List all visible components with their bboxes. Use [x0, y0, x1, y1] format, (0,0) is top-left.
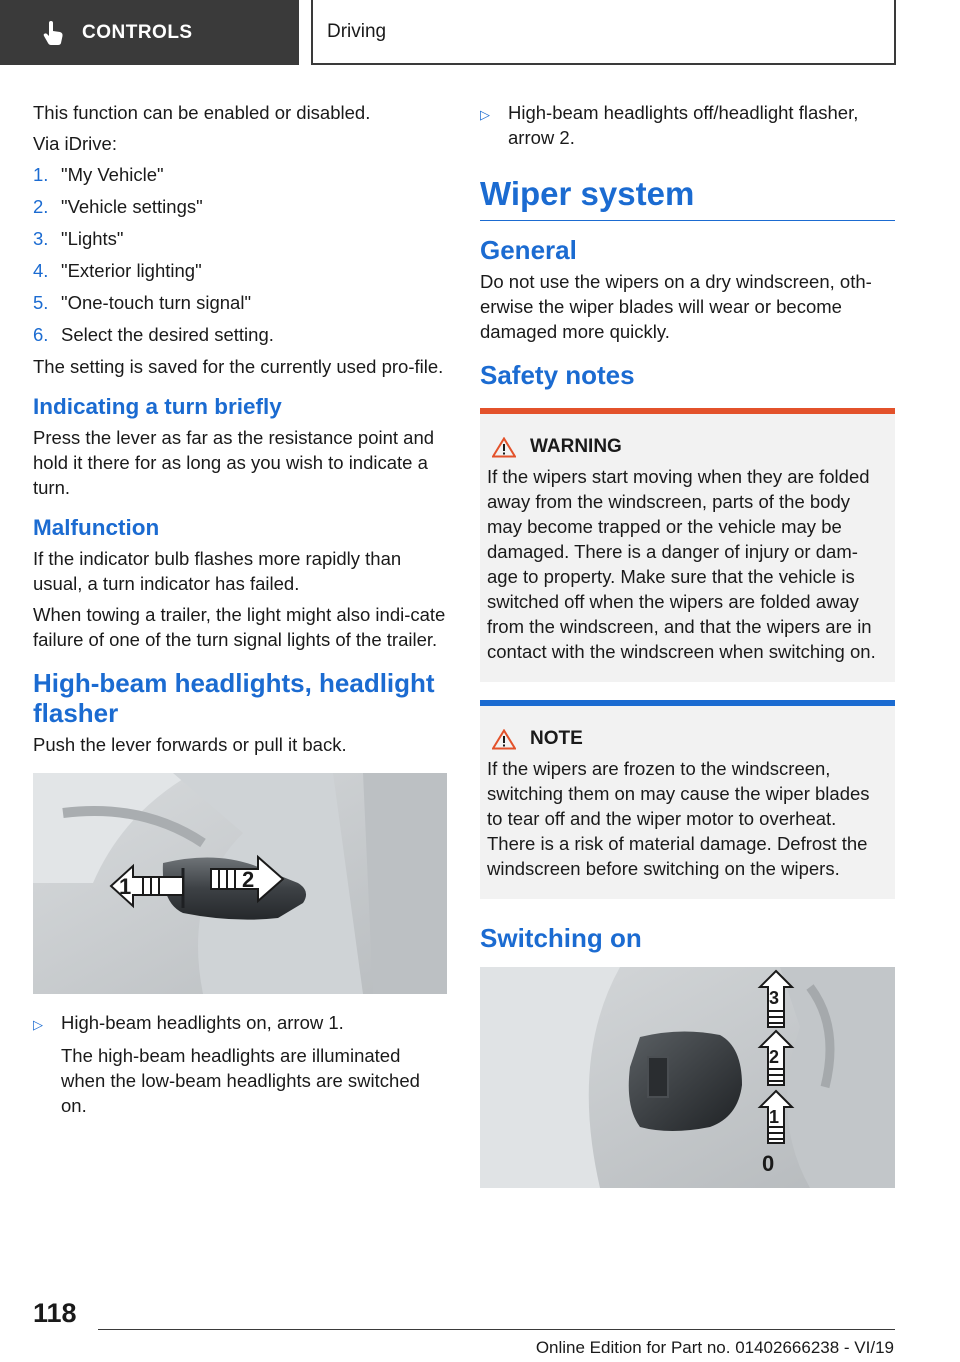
edition-text: Online Edition for Part no. 01402666238 - VI/19: [535, 1338, 894, 1357]
step-item: [33, 194, 447, 219]
bullet-high-beam-off: [480, 100, 895, 150]
bullet-detail-text: The high-beam headlights are illuminated when the low-beam headlights are switched on.: [61, 1045, 420, 1116]
section-tab[interactable]: [0, 0, 299, 65]
triangle-bullet-icon: ▷: [33, 1017, 43, 1032]
chapter-title: [311, 0, 896, 65]
high-beam-lever-figure: [33, 773, 447, 994]
warning-text: If the wipers start moving when they are folded away from the windscreen, parts of the body may become trapped or the vehicle may be damaged. There is a danger of injury or dam‐age to property. Make sure that the vehicle is switched off when the wipers are folded away from the windscreen, and that the wipers are in contact with the windscreen when switching on.: [487, 466, 876, 662]
warning-title: WARNING: [530, 436, 622, 457]
bullet-high-beam-on: [33, 1010, 447, 1037]
turn-text: Press the lever as far as the resistance point and hold it there for as long as you wish to indicate a turn.: [33, 427, 435, 498]
step-number: 3.: [33, 228, 49, 249]
step-text: "My Vehicle": [61, 164, 164, 185]
step-item: [33, 162, 447, 187]
step-item: [33, 322, 447, 347]
step-text: "Exterior lighting": [61, 260, 202, 281]
step-number: 6.: [33, 324, 49, 345]
malfunction-heading: Malfunction: [33, 515, 160, 540]
note-title: NOTE: [530, 728, 583, 749]
idrive-steps: [33, 162, 447, 347]
wiper-system-heading: Wiper system: [480, 174, 895, 221]
step-text: "One-touch turn signal": [61, 292, 252, 313]
right-column: [480, 100, 895, 1188]
general-heading: General: [480, 235, 577, 265]
triangle-bullet-icon: ▷: [480, 107, 490, 122]
warning-title-row: [487, 436, 888, 458]
step-text: "Lights": [61, 228, 124, 249]
chapter-label: Driving: [327, 20, 387, 42]
bullet-text: High-beam headlights off/headlight flasher, arrow 2.: [508, 102, 859, 148]
arrow-2-label: 2: [242, 867, 255, 892]
arrow-1-label: 1: [119, 874, 132, 899]
arrow-3-label: 3: [769, 988, 780, 1008]
intro-text: This function can be enabled or disabled.: [33, 102, 371, 123]
via-idrive-text: Via iDrive:: [33, 133, 117, 154]
step-text: Select the desired setting.: [61, 324, 274, 345]
bullet-text: High-beam headlights on, arrow 1.: [61, 1012, 344, 1033]
step-number: 4.: [33, 260, 49, 281]
high-beam-text: Push the lever forwards or pull it back.: [33, 734, 347, 755]
note-text: If the wipers are frozen to the windscreen, switching them on may cause the wiper blades to tear off and the wiper motor to overheat. There is a risk of material damage. Defrost the windscreen before switching on the wipers.: [487, 758, 870, 879]
general-text: Do not use the wipers on a dry windscreen, oth‐erwise the wiper blades will wear or become damaged more quickly.: [480, 271, 872, 342]
malfunction-text-1: If the indicator bulb flashes more rapidly than usual, a turn indicator has failed.: [33, 548, 402, 594]
wiper-lever-illustration: [480, 967, 895, 1188]
turn-heading: Indicating a turn briefly: [33, 394, 282, 419]
step-item: [33, 258, 447, 283]
warning-box: [480, 408, 895, 682]
note-triangle-icon: [492, 729, 516, 750]
step-item: [33, 290, 447, 315]
hand-pointer-icon: [40, 20, 66, 46]
footer-divider: [98, 1329, 895, 1330]
warning-triangle-icon: [492, 437, 516, 458]
page-number: 118: [33, 1298, 77, 1328]
saved-text: The setting is saved for the currently used pro‐file.: [33, 356, 444, 377]
note-title-row: [487, 728, 888, 750]
lever-illustration: [33, 773, 447, 994]
high-beam-heading: High-beam headlights, headlight flasher: [33, 668, 435, 728]
step-item: [33, 226, 447, 251]
wiper-lever-figure: [480, 967, 895, 1188]
step-text: "Vehicle settings": [61, 196, 203, 217]
safety-notes-heading: Safety notes: [480, 360, 635, 390]
step-number: 5.: [33, 292, 49, 313]
note-box: [480, 700, 895, 899]
arrow-2-label: 2: [769, 1047, 780, 1067]
malfunction-text-2: When towing a trailer, the light might also indi‐cate failure of one of the turn signal lights of the trailer.: [33, 604, 446, 650]
step-number: 2.: [33, 196, 49, 217]
switching-on-heading: Switching on: [480, 923, 642, 953]
section-label: CONTROLS: [82, 21, 193, 43]
arrow-1-label: 1: [769, 1107, 780, 1127]
position-0-label: 0: [762, 1151, 775, 1176]
step-number: 1.: [33, 164, 49, 185]
left-column: [33, 100, 447, 1124]
